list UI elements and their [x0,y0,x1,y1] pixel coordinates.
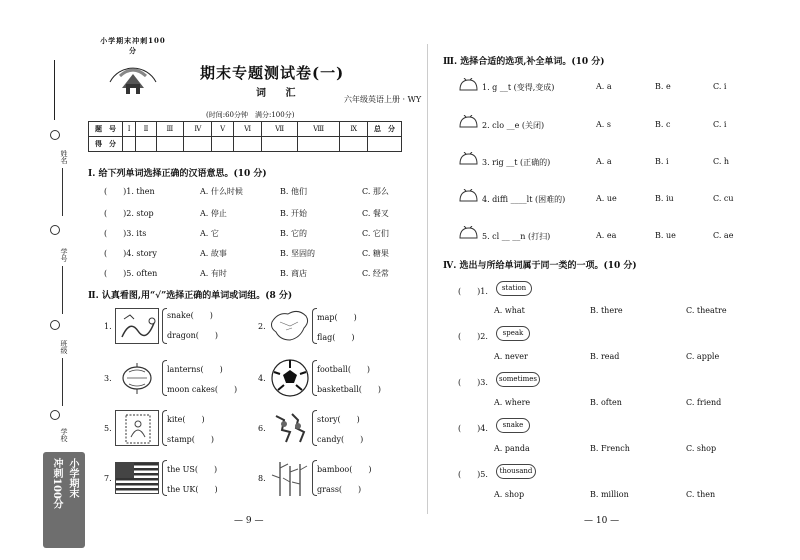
right-page-number: — 10 — [584,516,620,526]
section3-option-a[interactable]: A. a [596,157,612,166]
section3-option-c[interactable]: C. ae [713,231,734,240]
section3-option-c[interactable]: C. i [713,82,727,91]
section4-option-c[interactable]: C. shop [686,444,717,453]
section4-word-cloud: thousand [496,464,536,479]
stamp-icon [115,410,159,446]
score-header-cell: 总 分 [368,122,402,137]
section4-option-b[interactable]: B. million [590,490,629,499]
section4-item-number[interactable]: ( )5. [458,470,488,479]
section2-item-number: 7. [104,474,112,483]
section1-option-b[interactable]: B. 商店 [280,269,307,278]
score-cell[interactable] [340,137,368,152]
section3-word: 1. g __t (变得,变成) [482,83,555,92]
series-badge [43,452,85,548]
score-cell[interactable] [184,137,212,152]
section1-option-b[interactable]: B. 他们 [280,187,307,196]
section1-option-c[interactable]: C. 经常 [362,269,389,278]
page-title: 期末专题测试卷(一) [200,64,345,82]
grade-label: 六年级英语上册 · WY [344,95,422,104]
score-header-cell: Ⅲ [156,122,183,137]
section2-option[interactable]: map( ) [317,313,357,322]
section1-item-number[interactable]: ( )2. stop [104,209,154,218]
section2-option[interactable]: kite( ) [167,415,205,424]
score-cell[interactable] [123,137,136,152]
section4-item-number[interactable]: ( )4. [458,424,488,433]
score-row-label: 得 分 [89,137,123,152]
section4-option-c[interactable]: C. apple [686,352,720,361]
section4-option-c[interactable]: C. theatre [686,306,727,315]
section2-item-number: 2. [258,322,266,331]
score-header-cell: Ⅵ [233,122,261,137]
section3-word: 5. cl __ __n (打扫) [482,232,551,241]
section3-title: Ⅲ. 选择合适的选项,补全单词。(10 分) [443,57,605,67]
school-label: 学校 [60,428,68,442]
binding-line [54,60,55,120]
section4-option-a[interactable]: A. panda [494,444,530,453]
section1-option-c[interactable]: C. 糖果 [362,249,389,258]
section3-option-a[interactable]: A. a [596,82,612,91]
lantern-icon [115,360,159,396]
score-header-cell: Ⅸ [340,122,368,137]
section4-item-number[interactable]: ( )2. [458,332,488,341]
section3-word: 4. diffi ____lt (困难的) [482,195,566,204]
name-label: 姓名 [60,150,68,164]
time-info: (时间:60分钟 满分:100分) [206,111,295,119]
section1-option-c[interactable]: C. 餐叉 [362,209,389,218]
section1-title: Ⅰ. 给下列单词选择正确的汉语意思。(10 分) [88,169,267,179]
score-header-cell: Ⅱ [136,122,156,137]
score-header-cell: Ⅶ [262,122,298,137]
badge-line1: 小学期末 [67,458,78,498]
section3-option-a[interactable]: A. ue [596,194,617,203]
section2-option[interactable]: lanterns( ) [167,365,223,374]
section2-option[interactable]: grass( ) [317,485,362,494]
section1-option-a[interactable]: A. 停止 [200,209,227,218]
snail-icon [458,152,478,166]
section3-option-c[interactable]: C. cu [713,194,734,203]
section2-item-number: 3. [104,374,112,383]
section3-option-b[interactable]: B. e [655,82,671,91]
score-cell[interactable] [297,137,340,152]
china-map-icon [268,308,312,344]
name-field[interactable] [62,168,63,216]
section3-option-b[interactable]: B. iu [655,194,674,203]
section2-option[interactable]: snake( ) [167,311,213,320]
score-table-header-row [89,122,402,137]
section1-option-b[interactable]: B. 它的 [280,229,307,238]
section4-option-c[interactable]: C. friend [686,398,722,407]
section4-option-a[interactable]: A. never [494,352,528,361]
section2-option[interactable]: dragon( ) [167,331,219,340]
section1-option-a[interactable]: A. 什么时候 [200,187,243,196]
score-header-cell: Ⅷ [297,122,340,137]
section1-option-b[interactable]: B. 开始 [280,209,307,218]
score-table-score-row [89,137,402,152]
section3-option-c[interactable]: C. h [713,157,730,166]
section4-option-b[interactable]: B. there [590,306,623,315]
student-id-label: 学号 [60,248,68,262]
section1-option-c[interactable]: C. 那么 [362,187,389,196]
score-header-cell: Ⅰ [123,122,136,137]
section2-option[interactable]: stamp( ) [167,435,215,444]
section3-option-b[interactable]: B. i [655,157,669,166]
section4-option-c[interactable]: C. then [686,490,716,499]
section1-item-number[interactable]: ( )4. story [104,249,157,258]
section2-item-number: 8. [258,474,266,483]
section4-item-number[interactable]: ( )1. [458,287,488,296]
section4-option-a[interactable]: A. what [494,306,525,315]
snail-icon [458,189,478,203]
logo-text: 小学期末冲刺100分 [100,36,166,55]
section1-item-number[interactable]: ( )5. often [104,269,158,278]
section3-option-b[interactable]: B. ue [655,231,676,240]
section2-option[interactable]: story( ) [317,415,360,424]
section3-option-a[interactable]: A. s [596,120,611,129]
section4-word-cloud: speak [496,326,530,341]
score-cell[interactable] [212,137,233,152]
snake-dragon-icon [115,308,159,344]
section3-word: 3. rig __t (正确的) [482,158,551,167]
page-divider [427,44,428,514]
binding-hole [50,225,60,235]
section4-word-cloud: snake [496,418,530,433]
section2-option[interactable]: moon cakes( ) [167,385,238,394]
score-header-cell: Ⅳ [184,122,212,137]
snail-icon [458,78,478,92]
section2-option[interactable]: the UK( ) [167,485,218,494]
section4-option-b[interactable]: B. read [590,352,620,361]
section1-option-a[interactable]: A. 故事 [200,249,227,258]
section2-title: Ⅱ. 认真看图,用“√”选择正确的单词或词组。(8 分) [88,291,293,301]
class-field[interactable] [62,358,63,406]
section4-option-a[interactable]: A. shop [494,490,525,499]
score-cell[interactable] [156,137,183,152]
section3-option-c[interactable]: C. i [713,120,727,129]
page-subtitle: 词 汇 [256,88,304,99]
snail-icon [458,115,478,129]
class-label: 班级 [60,340,68,354]
binding-hole [50,130,60,140]
section2-option[interactable]: football( ) [317,365,371,374]
binding-hole [50,410,60,420]
football-icon [268,358,312,394]
section4-title: Ⅳ. 选出与所给单词属于同一类的一项。(10 分) [443,261,637,271]
score-table [88,121,402,152]
badge-line2: 冲刺100分 [51,458,62,509]
section4-item-number[interactable]: ( )3. [458,378,488,387]
section3-option-a[interactable]: A. ea [596,231,617,240]
section1-option-c[interactable]: C. 它们 [362,229,389,238]
score-header-cell: 题 号 [89,122,123,137]
candy-icon [268,410,312,446]
student-id-field[interactable] [62,266,63,314]
section2-item-number: 4. [258,374,266,383]
score-cell[interactable] [262,137,298,152]
section4-option-b[interactable]: B. French [590,444,630,453]
section2-option[interactable]: candy( ) [317,435,364,444]
section1-item-number[interactable]: ( )3. its [104,229,147,238]
section1-option-a[interactable]: A. 有时 [200,269,227,278]
section2-option[interactable]: bamboo( ) [317,465,372,474]
section4-option-a[interactable]: A. where [494,398,531,407]
us-flag-icon [115,462,159,494]
section2-option[interactable]: flag( ) [317,333,355,342]
section2-option[interactable]: basketball( ) [317,385,382,394]
bamboo-icon [268,458,312,494]
left-page-number: — 9 — [234,516,264,526]
binding-hole [50,320,60,330]
section2-option[interactable]: the US( ) [167,465,218,474]
score-header-cell: Ⅴ [212,122,233,137]
score-cell[interactable] [136,137,156,152]
section1-option-b[interactable]: B. 坚固的 [280,249,315,258]
section2-item-number: 5. [104,424,112,433]
snail-icon [458,226,478,240]
score-cell[interactable] [233,137,261,152]
section4-option-b[interactable]: B. often [590,398,622,407]
section2-item-number: 6. [258,424,266,433]
section1-option-a[interactable]: A. 它 [200,229,219,238]
section1-item-number[interactable]: ( )1. then [104,187,155,196]
section3-word: 2. clo __e (关闭) [482,121,545,130]
section4-word-cloud: station [496,281,532,296]
section4-word-cloud: sometimes [496,372,540,387]
section2-item-number: 1. [104,322,112,331]
score-cell[interactable] [368,137,402,152]
section3-option-b[interactable]: B. c [655,120,671,129]
